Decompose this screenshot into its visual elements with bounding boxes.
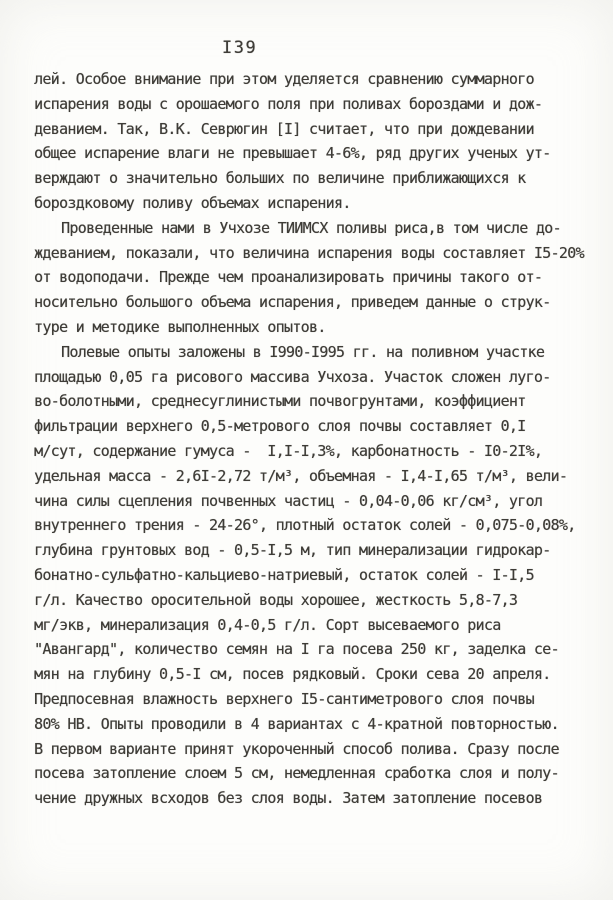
text-line: носительно большого объема испарения, приведем данные о струк- xyxy=(34,293,551,312)
text-line: деванием. Так, В.К. Севрюгин [I] считает, что при дождевании xyxy=(34,119,534,138)
text-line: верждают о значительно больших по величине приближающихся к xyxy=(34,169,526,188)
text-line: общее испарение влаги не превышает 4-6%, ряд других ученых ут- xyxy=(34,144,551,163)
text-line: В первом варианте принят укороченный способ полива. Сразу после xyxy=(34,739,559,758)
page-number: I39 xyxy=(222,38,258,58)
text-line: мг/экв, минерализация 0,4-0,5 г/л. Сорт высеваемого риса xyxy=(34,615,501,634)
text-line: ждеванием, показали, что величина испарения воды составляет I5-20% xyxy=(34,243,584,262)
text-line: удельная масса - 2,6I-2,72 т/м³, объемная - I,4-I,65 т/м³, вели- xyxy=(34,466,568,485)
text-line: лей. Особое внимание при этом уделяется сравнению суммарного xyxy=(34,70,534,88)
text-line: чение дружных всходов без слоя воды. Затем затопление посевов xyxy=(34,789,543,808)
text-line: 80% НВ. Опыты проводили в 4 вариантах с 4-кратной повторностью. xyxy=(34,714,559,733)
paragraph xyxy=(34,340,609,811)
paragraph xyxy=(34,67,609,216)
text-line: посева затопление слоем 5 см, немедленная сработка слоя и полу- xyxy=(34,764,559,783)
text-line: туре и методике выполненных опытов. xyxy=(34,317,326,336)
text-line: испарения воды с орошаемого поля при поливах бороздами и дож- xyxy=(34,94,543,113)
text-line: площадью 0,05 га рисового массива Учхоза. Участок сложен луго- xyxy=(34,367,551,386)
text-line: от водоподачи. Прежде чем проанализировать причины такого от- xyxy=(34,268,543,287)
text-line: Полевые опыты заложены в I990-I995 гг. на поливном участке xyxy=(61,342,545,361)
text-line: глубина грунтовых вод - 0,5-I,5 м, тип минерализации гидрокар- xyxy=(34,541,551,560)
text-line: Проведенные нами в Учхозе ТИИМСХ поливы риса,в том числе до- xyxy=(61,218,561,237)
text-line: во-болотными, среднесуглинистыми почвогрунтами, коэффициент xyxy=(34,392,526,411)
text-line: бороздковому поливу объемах испарения. xyxy=(34,193,351,212)
text-line: чина силы сцепления почвенных частиц - 0,04-0,06 кг/см³, угол xyxy=(34,491,543,510)
text-line: бонатно-сульфатно-кальциево-натриевый, остаток солей - I-I,5 xyxy=(34,565,534,584)
text-line: мян на глубину 0,5-I см, посев рядковый. Сроки сева 20 апреля. xyxy=(34,665,551,684)
text-line: Предпосевная влажность верхнего I5-сантиметрового слоя почвы xyxy=(34,689,534,708)
text-line: внутреннего трения - 24-26°, плотный остаток солей - 0,075-0,08%, xyxy=(34,516,576,535)
page-body xyxy=(34,67,609,811)
text-line: г/л. Качество оросительной воды хорошее, жесткость 5,8-7,3 xyxy=(34,590,518,609)
text-line: "Авангард", количество семян на I га посева 250 кг, заделка се- xyxy=(34,640,559,659)
text-line: м/сут, содержание гумуса - I,I-I,3%, карбонатность - I0-2I%, xyxy=(34,441,543,460)
text-line: фильтрации верхнего 0,5-метрового слоя почвы составляет 0,I xyxy=(34,417,526,436)
paragraph xyxy=(34,216,609,340)
